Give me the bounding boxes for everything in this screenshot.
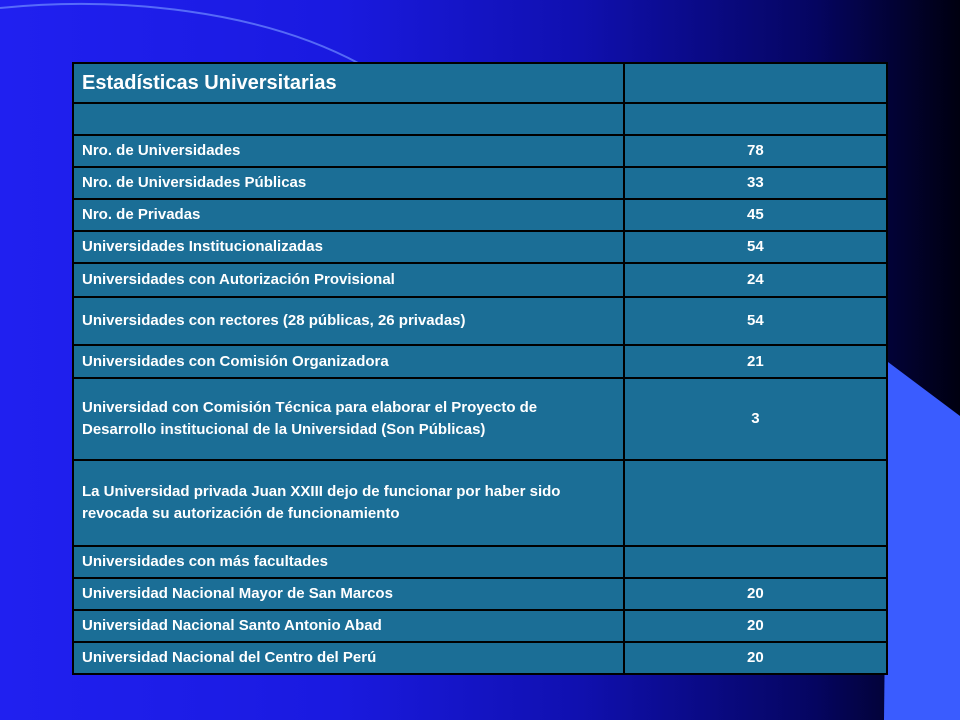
accent-shape: [884, 362, 960, 720]
table-title: Estadísticas Universitarias: [73, 63, 624, 103]
table-row: [73, 345, 887, 378]
table-cell-value: 78: [624, 135, 887, 167]
table-cell-value: [624, 460, 887, 546]
table-cell-label: Universidad Nacional Mayor de San Marcos: [73, 578, 624, 610]
table-cell-value: [624, 546, 887, 578]
table-row: [73, 546, 887, 578]
table-row: [73, 199, 887, 231]
table-cell-value: 45: [624, 199, 887, 231]
table-cell-label: Universidades con más facultades: [73, 546, 624, 578]
table-row: [73, 610, 887, 642]
table-cell-value: 21: [624, 345, 887, 378]
table-cell-label: Universidad Nacional Santo Antonio Abad: [73, 610, 624, 642]
table-cell-label: Universidades Institucionalizadas: [73, 231, 624, 263]
table-row-spacer: [73, 103, 887, 135]
table-cell-label: [73, 103, 624, 135]
table-row: [73, 167, 887, 199]
table-cell-label: Universidad con Comisión Técnica para elaborar el Proyecto de Desarrollo institucional de la Universidad (Son Públicas): [73, 378, 624, 460]
table-cell-value: 3: [624, 378, 887, 460]
table-cell-label: Universidades con Comisión Organizadora: [73, 345, 624, 378]
table-cell-label: Nro. de Privadas: [73, 199, 624, 231]
table-cell-value: [624, 103, 887, 135]
table-cell-value: 54: [624, 297, 887, 345]
table-cell-value: 33: [624, 167, 887, 199]
table-cell-value: 20: [624, 610, 887, 642]
table-row: [73, 378, 887, 460]
table-row: [73, 231, 887, 263]
table-cell-label: Universidades con rectores (28 públicas, 26 privadas): [73, 297, 624, 345]
table-cell-label: Universidades con Autorización Provisional: [73, 263, 624, 297]
table-cell-label: Universidad Nacional del Centro del Perú: [73, 642, 624, 674]
table-row: [73, 135, 887, 167]
table-title-value: [624, 63, 887, 103]
table-cell-value: 24: [624, 263, 887, 297]
table-cell-value: 20: [624, 578, 887, 610]
table-cell-label: Nro. de Universidades Públicas: [73, 167, 624, 199]
table-row: [73, 578, 887, 610]
background-curve: [0, 4, 360, 64]
table-row: [73, 642, 887, 674]
statistics-table: [72, 62, 888, 675]
table-cell-value: 54: [624, 231, 887, 263]
table-title-row: [73, 63, 887, 103]
table-row: [73, 297, 887, 345]
table-cell-label: La Universidad privada Juan XXIII dejo de funcionar por haber sido revocada su autorización de funcionamiento: [73, 460, 624, 546]
table-row: [73, 460, 887, 546]
table-cell-label: Nro. de Universidades: [73, 135, 624, 167]
table-row: [73, 263, 887, 297]
table-cell-value: 20: [624, 642, 887, 674]
